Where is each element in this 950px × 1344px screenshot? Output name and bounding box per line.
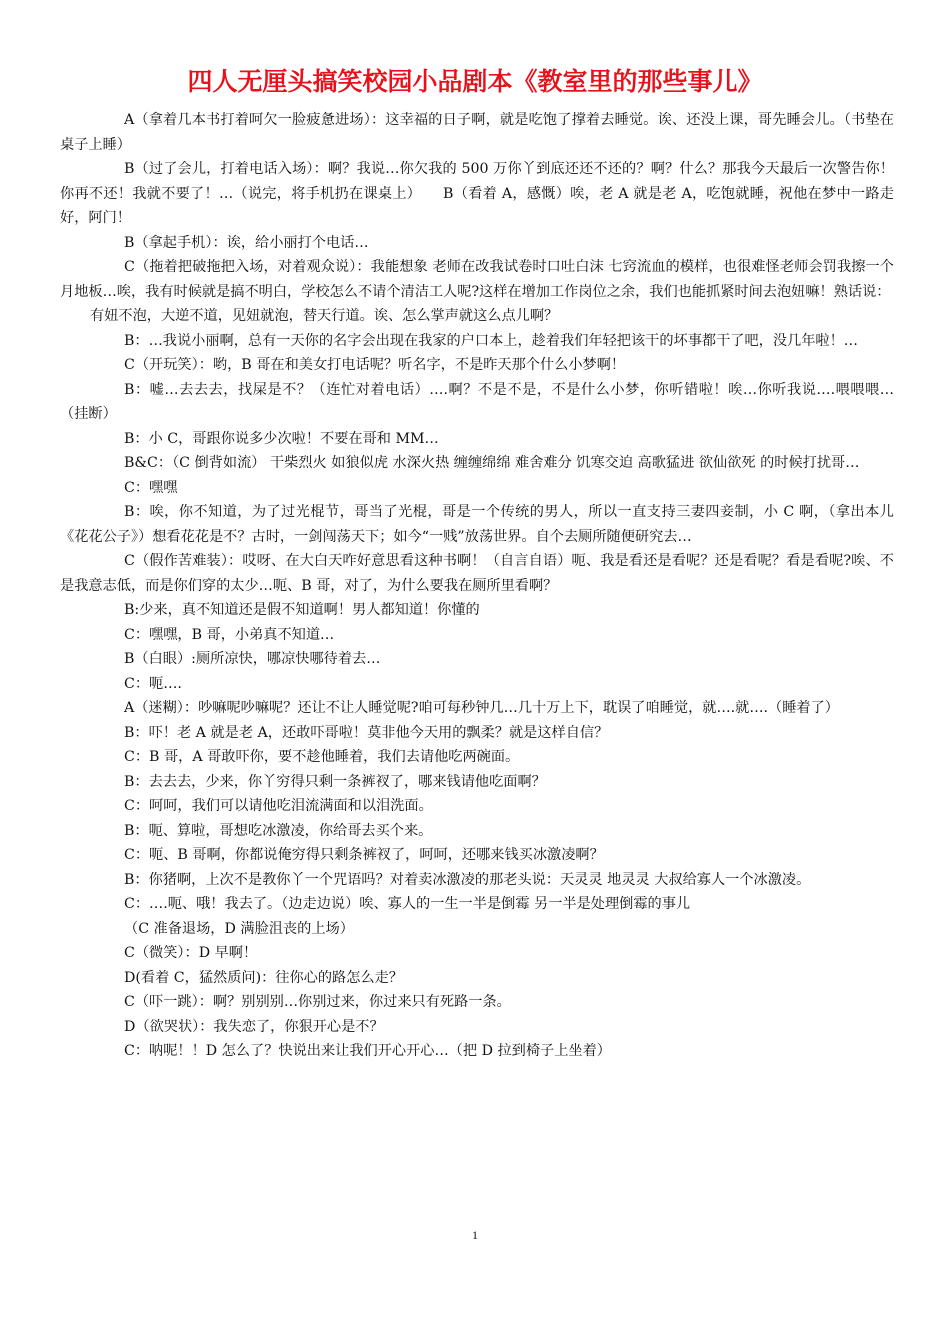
dialogue-line: C（微笑）：D 早啊！ xyxy=(124,945,258,961)
dialogue-line: B：唉，你不知道，为了过光棍节，哥当了光棍，哥是一个传统的男人，所以一直支持三妻四妾制，小 C 啊，（拿出本儿《花花公子》）想看花花是不？古时，一剑闯荡天下；如今“一贱”放荡世界。自个去厕所随便研究去… xyxy=(60,504,894,545)
dialogue-line: B（过了会儿，打着电话入场）：啊？我说…你欠我的 500 万你丫到底还还不还的？啊？什么？那我今天最后一次警告你！你再不还！我就不要了！…（说完，将手机扔在课桌上） B（看着 A，感慨）唉，老 A 就是老 A，吃饱就睡，祝他在梦中一路走好，阿门！ xyxy=(60,161,894,226)
dialogue-line: B&C：（C 倒背如流） 干柴烈火 如狼似虎 水深火热 缠缠绵绵 难舍难分 饥寒交迫 高歌猛进 欲仙欲死 的时候打扰哥… xyxy=(124,455,860,471)
dialogue-line: B（白眼）:厕所凉快，哪凉快哪待着去… xyxy=(124,651,381,667)
dialogue-line: C：呐呢！！D 怎么了？快说出来让我们开心开心…（把 D 拉到椅子上坐着） xyxy=(124,1043,611,1059)
dialogue-line: B：小 C，哥跟你说多少次啦！不要在哥和 MM… xyxy=(124,430,439,447)
dialogue-line: C（拖着把破拖把入场，对着观众说）：我能想象 老师在改我试卷时口吐白沫 七窍流血的模样，也很难怪老师会罚我擦一个月地板…唉，我有时候就是搞不明白，学校怎么不请个清洁工人呢?这样在增加工作岗位之余，我们也能抓紧时间去泡妞嘛！熟话说： xyxy=(60,259,894,300)
dialogue-line: 有妞不泡，大逆不道，见妞就泡，替天行道。诶、怎么掌声就这么点儿啊？ xyxy=(90,308,559,324)
dialogue-line: B：你猪啊，上次不是教你丫一个咒语吗？对着卖冰激凌的那老头说：天灵灵 地灵灵 大叔给寡人一个冰激凌。 xyxy=(124,871,811,888)
dialogue-line: C：呵呵，我们可以请他吃泪流满面和以泪洗面。 xyxy=(124,798,433,814)
dialogue-line: C：嘿嘿，B 哥，小弟真不知道… xyxy=(124,626,335,643)
dialogue-line: A（拿着几本书打着呵欠一脸疲惫进场）：这幸福的日子啊，就是吃饱了撑着去睡觉。诶、还没上课，哥先睡会儿。（书垫在桌子上睡） xyxy=(60,112,894,153)
script-body xyxy=(60,108,894,1064)
dialogue-line: C：B 哥，A 哥敢吓你，要不趁他睡着，我们去请他吃两碗面。 xyxy=(124,749,520,765)
dialogue-line: D(看着 C，猛然质问)：往你心的路怎么走？ xyxy=(124,969,403,986)
dialogue-line: C（开玩笑）：哟，B 哥在和美女打电话呢？听名字，不是昨天那个什么小梦啊！ xyxy=(124,357,626,373)
dialogue-line: B：嘘…去去去，找屎是不？（连忙对着电话）….啊？不是不是，不是什么小梦，你听错啦！唉…你听我说….喂喂喂…（挂断） xyxy=(60,381,894,422)
dialogue-line: C：嘿嘿 xyxy=(124,479,178,496)
dialogue-line: C：….呃、哦！我去了。（边走边说）唉、寡人的一生一半是倒霉 另一半是处理倒霉的事儿 xyxy=(124,896,691,912)
dialogue-line: B：去去去，少来，你丫穷得只剩一条裤衩了，哪来钱请他吃面啊？ xyxy=(124,773,546,790)
dialogue-line: B（拿起手机）：诶，给小丽打个电话… xyxy=(124,234,369,251)
dialogue-line: D（欲哭状）：我失恋了，你狠开心是不？ xyxy=(124,1018,384,1035)
dialogue-line: A（迷糊）：吵嘛呢吵嘛呢？还让不让人睡觉呢?咱可每秒钟几…几十万上下，耽误了咱睡觉，就….就….（睡着了） xyxy=(124,700,839,716)
dialogue-line: B：呃、算啦，哥想吃冰激凌，你给哥去买个来。 xyxy=(124,822,433,839)
dialogue-line: C（假作苦难装）：哎呀、在大白天咋好意思看这种书啊！（自言自语）呃、我是看还是看呢？还是看呢？看是看呢?唉、不是我意志低，而是你们穿的太少…呃、B 哥，对了，为什么要我在厕所里看啊？ xyxy=(60,553,894,594)
dialogue-line: C：呃…. xyxy=(124,675,182,692)
page-number: 1 xyxy=(472,1228,478,1242)
dialogue-line: B：吓！老 A 就是老 A，还敢吓哥啦！莫非他今天用的飘柔？就是这样自信？ xyxy=(124,724,609,741)
dialogue-line: C（吓一跳）：啊？别别别…你别过来，你过来只有死路一条。 xyxy=(124,994,511,1010)
stage-direction: （C 准备退场，D 满脸沮丧的上场） xyxy=(124,920,354,937)
dialogue-line: B:少来，真不知道还是假不知道啊！男人都知道！你懂的 xyxy=(124,602,480,618)
script-title: 四人无厘头搞笑校园小品剧本《教室里的那些事儿》 xyxy=(187,67,763,96)
dialogue-line: B：…我说小丽啊，总有一天你的名字会出现在我家的户口本上，趁着我们年轻把该干的坏事都干了吧，没几年啦！… xyxy=(124,332,858,349)
dialogue-line: C：呃、B 哥啊，你都说俺穷得只剩条裤衩了，呵呵，还哪来钱买冰激凌啊？ xyxy=(124,847,604,863)
